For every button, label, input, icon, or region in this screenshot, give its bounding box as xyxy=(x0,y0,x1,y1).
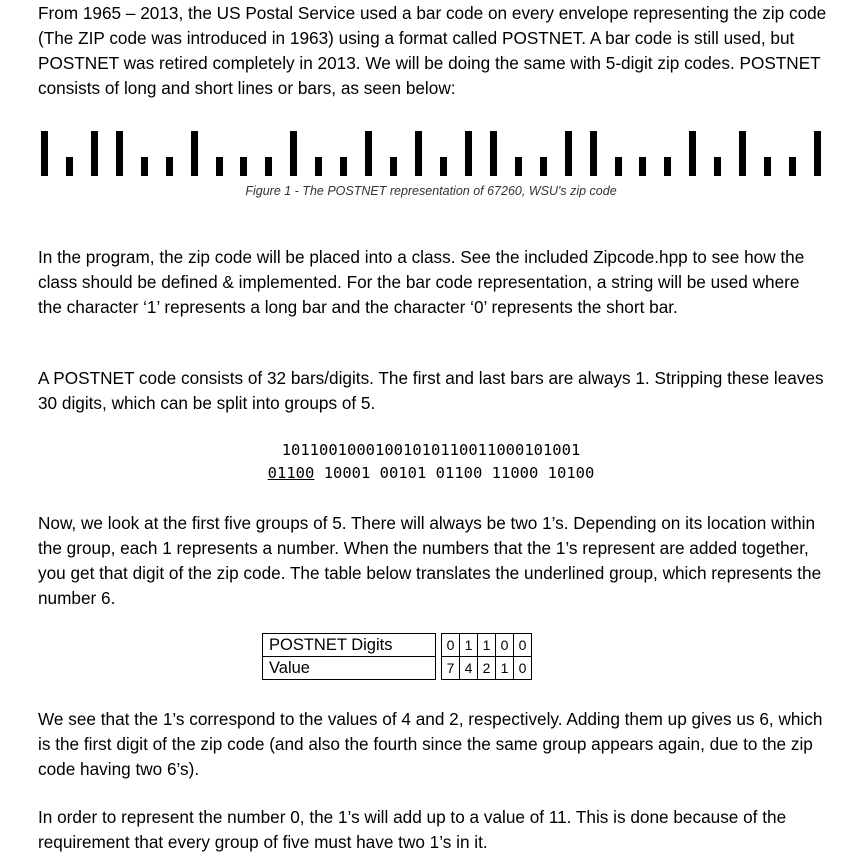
long-bar xyxy=(814,131,821,176)
long-bar xyxy=(41,131,48,176)
postnet-structure-paragraph: A POSTNET code consists of 32 bars/digits. The first and last bars are always 1. Stripping these leaves 30 digits, which can be split into groups of 5. xyxy=(38,368,824,413)
digit-cell: 0 xyxy=(442,634,460,657)
grouped-code-line xyxy=(0,464,862,482)
postnet-barcode-figure xyxy=(41,131,821,176)
long-bar xyxy=(739,131,746,176)
postnet-digits-label: POSTNET Digits xyxy=(263,634,436,657)
long-bar xyxy=(91,131,98,176)
short-bar xyxy=(315,157,322,176)
short-bar xyxy=(390,157,397,176)
digit-value-table xyxy=(441,633,532,680)
short-bar xyxy=(440,157,447,176)
figure-caption: Figure 1 - The POSTNET representation of 67260, WSU's zip code xyxy=(245,184,617,198)
zero-explanation-paragraph: In order to represent the number 0, the 1’s will add up to a value of 11. This is done because of the requirement that every group of five must have two 1’s in it. xyxy=(38,807,787,852)
short-bar xyxy=(340,157,347,176)
value-cell: 0 xyxy=(514,657,532,680)
class-description-paragraph: In the program, the zip code will be placed into a class. See the included Zipcode.hpp to see how the class should be defined & implemented. For the bar code representation, a string will be used where the character ‘1’ represents a long bar and the character ‘0’ represents the short bar. xyxy=(38,247,805,317)
value-cell: 7 xyxy=(442,657,460,680)
long-bar xyxy=(465,131,472,176)
digit-cell: 1 xyxy=(460,634,478,657)
short-bar xyxy=(166,157,173,176)
long-bar xyxy=(565,131,572,176)
digit-cell: 0 xyxy=(514,634,532,657)
short-bar xyxy=(764,157,771,176)
intro-paragraph: From 1965 – 2013, the US Postal Service used a bar code on every envelope representing the zip code (The ZIP code was introduced in 1963) using a format called POSTNET. A bar code is still used, but POSTNET was retired completely in 2013. We will be doing the same with 5-digit zip codes. POSTNET consists of long and short lines or bars, as seen below: xyxy=(38,3,827,98)
digit-cell: 0 xyxy=(496,634,514,657)
short-bar xyxy=(789,157,796,176)
long-bar xyxy=(490,131,497,176)
short-bar xyxy=(639,157,646,176)
short-bar xyxy=(540,157,547,176)
long-bar xyxy=(116,131,123,176)
short-bar xyxy=(664,157,671,176)
short-bar xyxy=(714,157,721,176)
short-bar xyxy=(141,157,148,176)
label-table xyxy=(262,633,436,680)
digit-cell: 1 xyxy=(478,634,496,657)
short-bar xyxy=(515,157,522,176)
value-cell: 1 xyxy=(496,657,514,680)
long-bar xyxy=(365,131,372,176)
group-explanation-paragraph: Now, we look at the first five groups of 5. There will always be two 1’s. Depending on its location within the group, each 1 represents a number. When the numbers that the 1’s represent are added together, you get that digit of the zip code. The table below translates the underlined group, which represents the number 6. xyxy=(38,513,822,608)
value-cell: 4 xyxy=(460,657,478,680)
short-bar xyxy=(216,157,223,176)
underlined-group: 01100 xyxy=(267,464,315,482)
long-bar xyxy=(415,131,422,176)
full-code-line: 10110010001001010110011000101001 xyxy=(281,441,581,459)
short-bar xyxy=(265,157,272,176)
long-bar xyxy=(590,131,597,176)
short-bar xyxy=(240,157,247,176)
short-bar xyxy=(66,157,73,176)
long-bar xyxy=(290,131,297,176)
value-cell: 2 xyxy=(478,657,496,680)
value-label: Value xyxy=(263,657,436,680)
long-bar xyxy=(191,131,198,176)
remaining-groups: 10001 00101 01100 11000 10100 xyxy=(323,464,595,482)
sum-explanation-paragraph: We see that the 1’s correspond to the values of 4 and 2, respectively. Adding them up gives us 6, which is the first digit of the zip code (and also the fourth since the same group appears again, due to the zip code having two 6’s). xyxy=(38,709,823,779)
long-bar xyxy=(689,131,696,176)
short-bar xyxy=(615,157,622,176)
